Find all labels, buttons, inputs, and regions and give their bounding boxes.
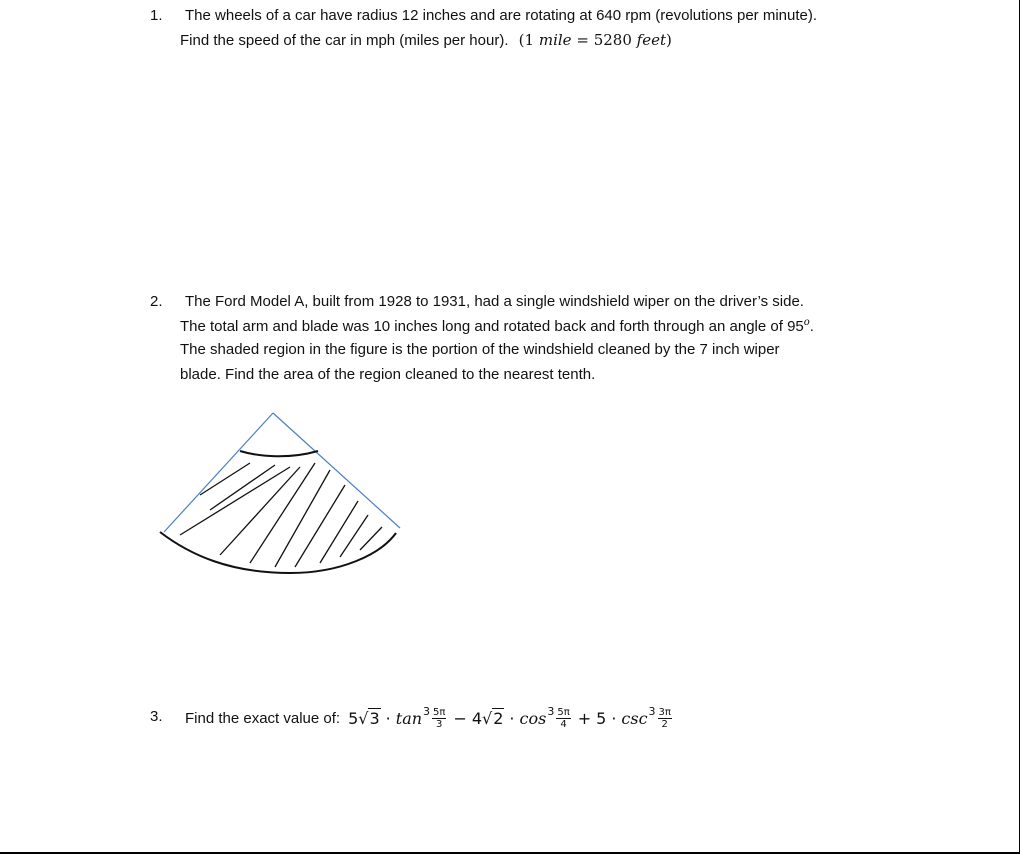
trig-expression [348, 704, 674, 730]
question-1-line-2 [180, 31, 672, 49]
inner-arc [240, 451, 318, 456]
conversion-formula [519, 31, 672, 49]
question-1-line-1: The wheels of a car have radius 12 inches and are rotating at 640 rpm (revolutions per minute). [185, 7, 818, 24]
fraction-2 [556, 707, 570, 730]
dot-3: · [611, 708, 617, 728]
question-2-line-4: blade. Find the area of the region cleaned to the nearest tenth. [180, 366, 596, 383]
question-2-line-3: The shaded region in the figure is the portion of the windshield cleaned by the 7 inch wiper [180, 341, 780, 358]
degree-symbol: o [803, 317, 810, 328]
power-2: 3 [547, 704, 555, 718]
sector-right-edge [273, 413, 400, 528]
fraction-3 [658, 707, 672, 730]
coef-3: 5 [596, 708, 607, 728]
fraction-1 [432, 707, 446, 730]
wiper-sector-figure [150, 405, 420, 585]
coef-2: 4 [471, 708, 483, 728]
question-3-line [185, 700, 674, 736]
question-1-number: 1. [150, 7, 163, 24]
power-1: 3 [423, 704, 431, 718]
conversion-close: ) [666, 31, 672, 49]
degree-period: . [809, 318, 814, 335]
question-3-prompt: Find the exact value of: [185, 709, 341, 727]
fn-tan: tan [395, 708, 423, 728]
fn-cos: cos [519, 708, 547, 728]
dot-2: · [509, 708, 515, 728]
conversion-open: (1 [518, 31, 535, 49]
outer-arc [160, 532, 396, 573]
conversion-unit-feet: feet [636, 31, 667, 49]
power-3: 3 [648, 704, 656, 718]
shaded-hatching [180, 463, 382, 567]
question-2-line-2 [180, 317, 814, 335]
fn-csc: csc [621, 708, 648, 728]
fraction-2-den: 4 [560, 718, 567, 730]
question-1-line-2-text: Find the speed of the car in mph (miles per hour). [180, 32, 509, 49]
question-2-number: 2. [150, 293, 163, 310]
coef-1: 5 [348, 708, 359, 728]
conversion-equals: = [576, 31, 589, 49]
dot-1: · [385, 708, 391, 728]
fraction-1-num: 5π [433, 706, 446, 718]
question-2-line-1: The Ford Model A, built from 1928 to 1931, had a single windshield wiper on the driver’s side. [185, 293, 804, 310]
question-3-number: 3. [150, 708, 163, 725]
conversion-value: 5280 [593, 31, 632, 49]
radicand-2: 2 [493, 709, 504, 728]
question-2-line-2-text: The total arm and blade was 10 inches long and rotated back and forth through an angle of 95 [180, 318, 804, 335]
fraction-3-num: 3π [658, 706, 671, 718]
fraction-3-den: 2 [661, 718, 668, 730]
radical-1: √ [358, 708, 369, 728]
fraction-2-num: 5π [557, 706, 570, 718]
radical-2: √ [482, 708, 493, 728]
radicand-1: 3 [369, 709, 380, 728]
fraction-1-den: 3 [436, 718, 443, 730]
minus: − [453, 708, 467, 728]
plus: + [577, 708, 592, 728]
conversion-unit-mile: mile [538, 31, 572, 49]
